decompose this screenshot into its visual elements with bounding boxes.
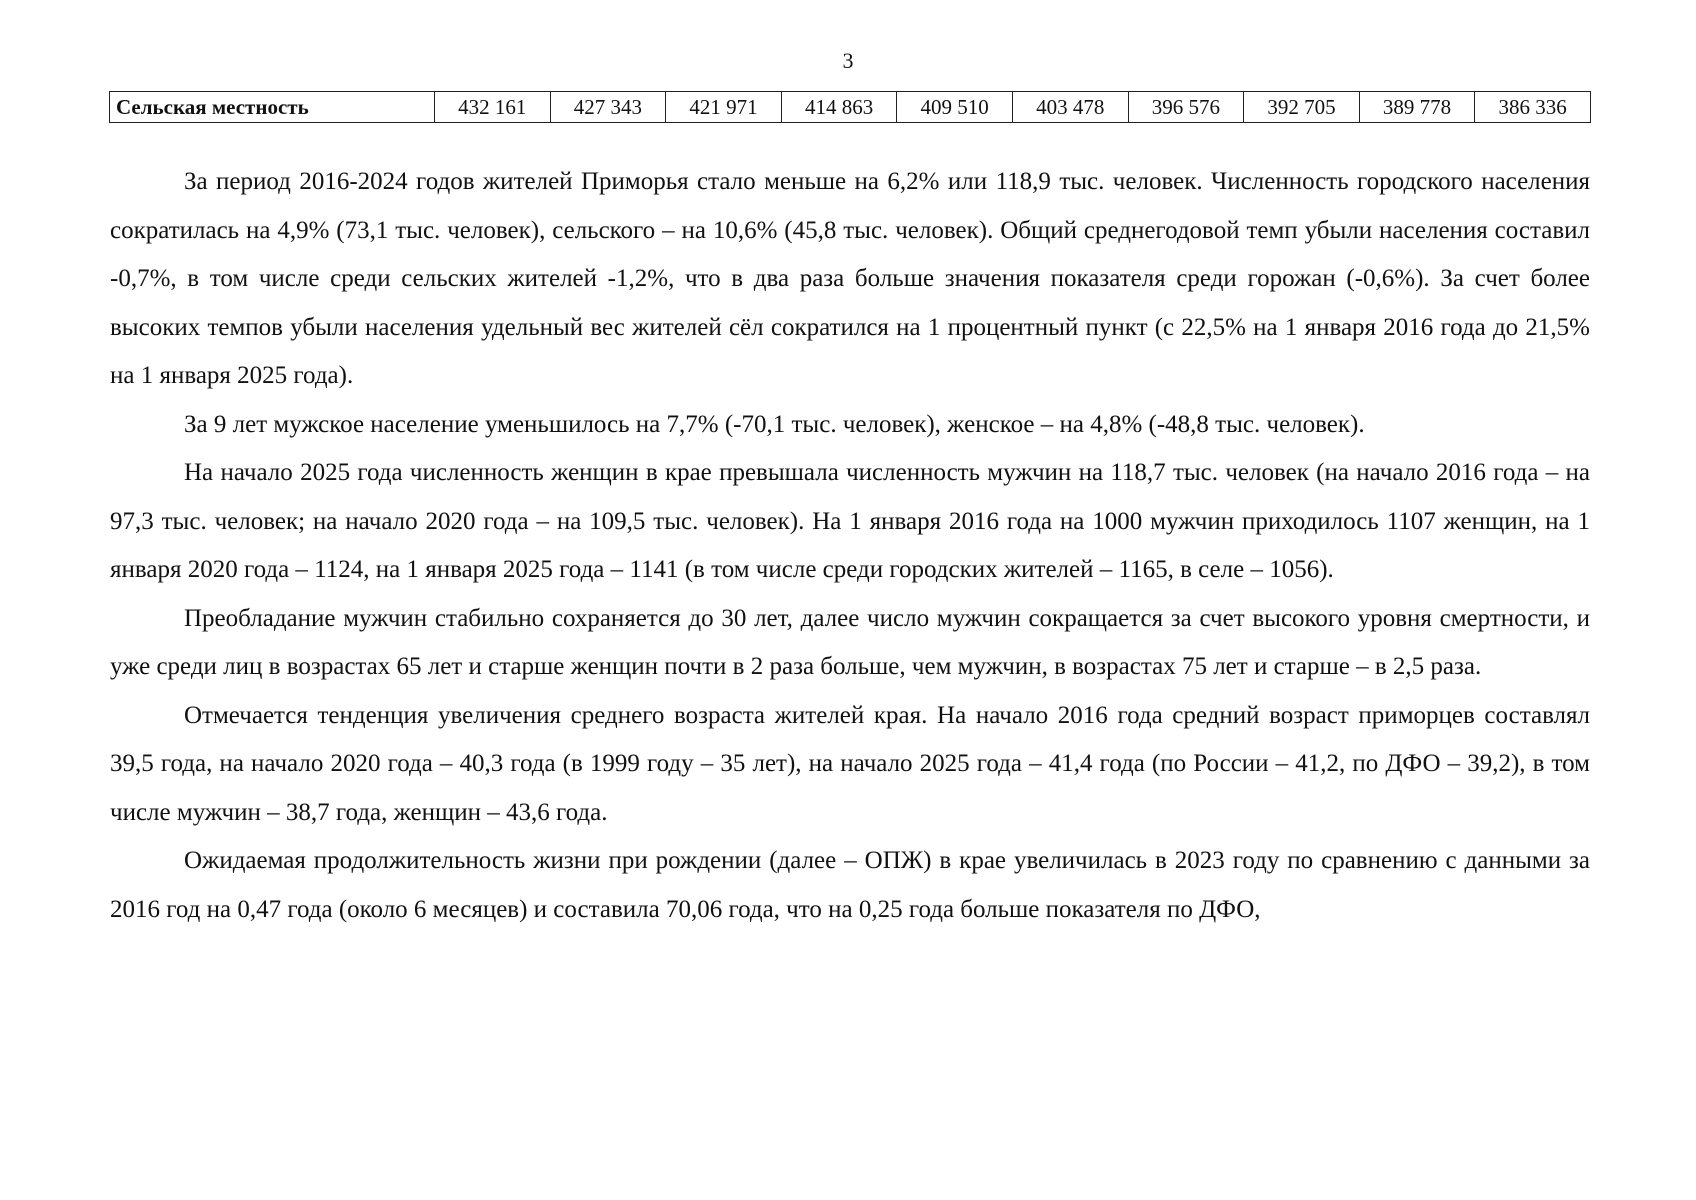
table-cell: 396 576: [1128, 92, 1244, 123]
body-text: [110, 158, 1590, 934]
paragraph: Преобладание мужчин стабильно сохраняется до 30 лет, далее число мужчин сокращается за счет высокого уровня смертности, и уже среди лиц в возрастах 65 лет и старше женщин почти в 2 раза больше, чем мужчин, в возрастах 75 лет и старше – в 2,5 раза.: [110, 604, 1590, 680]
table-cell: 427 343: [550, 92, 666, 123]
table-cell: 409 510: [897, 92, 1013, 123]
table-row: [110, 92, 1591, 123]
paragraph: На начало 2025 года численность женщин в крае превышала численность мужчин на 118,7 тыс. человек (на начало 2016 года – на 97,3 тыс. человек; на начало 2020 года – на 109,5 тыс. человек). На 1 января 2016 года на 1000 мужчин приходилось 1107 женщин, на 1 января 2020 года – 1124, на 1 января 2025 года – 1141 (в том числе среди городских жителей – 1165, в селе – 1056).: [110, 459, 1590, 583]
table-cell: 386 336: [1475, 92, 1591, 123]
table-cell: 403 478: [1012, 92, 1128, 123]
table-cell: 421 971: [666, 92, 782, 123]
paragraph: За период 2016-2024 годов жителей Приморья стало меньше на 6,2% или 118,9 тыс. человек. Численность городского населения сократилась на 4,9% (73,1 тыс. человек), сельского – на 10,6% (45,8 тыс. человек). Общий среднегодовой темп убыли населения составил -0,7%, в том числе среди сельских жителей -1,2%, что в два раза больше значения показателя среди горожан (-0,6%). За счет более высоких темпов убыли населения удельный вес жителей сёл сократился на 1 процентный пункт (с 22,5% на 1 января 2016 года до 21,5% на 1 января 2025 года).: [110, 168, 1590, 389]
paragraph: За 9 лет мужское население уменьшилось на 7,7% (-70,1 тыс. человек), женское – на 4,8% (-48,8 тыс. человек).: [184, 410, 1365, 438]
data-table: [109, 91, 1591, 123]
table-row-label: Сельская местность: [110, 92, 435, 123]
paragraph: Ожидаемая продолжительность жизни при рождении (далее – ОПЖ) в крае увеличилась в 2023 году по сравнению с данными за 2016 год на 0,47 года (около 6 месяцев) и составила 70,06 года, что на 0,25 года больше показателя по ДФО,: [110, 847, 1590, 923]
paragraph: Отмечается тенденция увеличения среднего возраста жителей края. На начало 2016 года средний возраст приморцев составлял 39,5 года, на начало 2020 года – 40,3 года (в 1999 году – 35 лет), на начало 2025 года – 41,4 года (по России – 41,2, по ДФО – 39,2), в том числе мужчин – 38,7 года, женщин – 43,6 года.: [110, 701, 1590, 826]
page-number: 3: [842, 48, 854, 73]
table-cell: 389 778: [1359, 92, 1475, 123]
table-cell: 392 705: [1244, 92, 1360, 123]
table-cell: 432 161: [435, 92, 551, 123]
table-cell: 414 863: [781, 92, 897, 123]
